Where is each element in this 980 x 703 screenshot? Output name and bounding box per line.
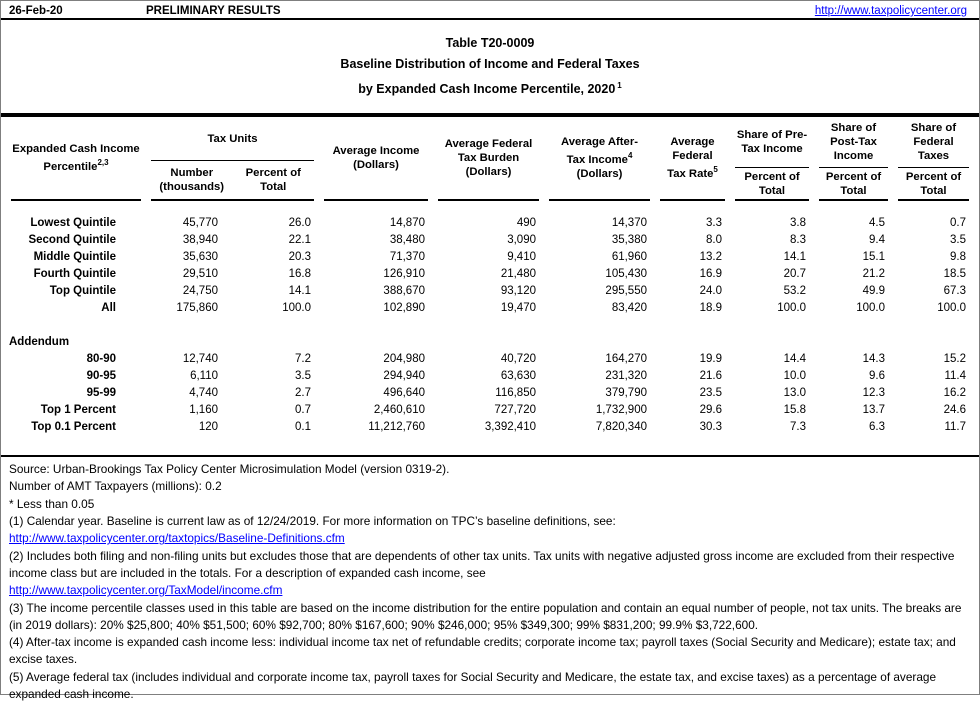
footnote-link[interactable]: http://www.taxpolicycenter.org/taxtopics/Baseline-Definitions.cfm bbox=[9, 531, 345, 546]
footnote-text: (1) Calendar year. Baseline is current law as of 12/24/2019. For more information on TPC’s baseline definitions, see: bbox=[9, 514, 616, 529]
data-cell: 19.9 bbox=[699, 353, 722, 366]
report-date: 26-Feb-20 bbox=[9, 5, 63, 17]
data-cell: 8.0 bbox=[706, 234, 722, 247]
top-bar bbox=[1, 1, 979, 18]
data-cell: 45,770 bbox=[182, 217, 218, 230]
data-cell: 6,110 bbox=[190, 370, 218, 383]
row-label: Top 0.1 Percent bbox=[31, 421, 116, 434]
footnote-text: (2) Includes both filing and non-filing units but excludes those that are dependents of other tax units. Tax units with negative adjusted gross income are excluded from their respective income class but are included in the totals. For a description of expanded cash income, see bbox=[9, 548, 955, 580]
col-header-average-federal-tax-burden: Average Federal Tax Burden (Dollars) bbox=[438, 117, 539, 201]
data-cell: 23.5 bbox=[699, 387, 722, 400]
data-cell: 102,890 bbox=[383, 302, 425, 315]
data-cell: 14.4 bbox=[783, 353, 806, 366]
tpc-home-link[interactable]: http://www.taxpolicycenter.org bbox=[814, 5, 967, 17]
data-cell: 83,420 bbox=[611, 302, 647, 315]
data-cell: 29.6 bbox=[699, 404, 722, 417]
data-cell: 61,960 bbox=[611, 251, 647, 264]
data-cell: 2.7 bbox=[295, 387, 311, 400]
data-cell: 21,480 bbox=[500, 268, 536, 281]
data-cell: 21.2 bbox=[862, 268, 885, 281]
data-cell: 24.6 bbox=[943, 404, 966, 417]
row-label: Second Quintile bbox=[28, 234, 116, 247]
data-cell: 29,510 bbox=[182, 268, 218, 281]
data-cell: 9.6 bbox=[869, 370, 885, 383]
row-label: All bbox=[101, 302, 116, 315]
data-cell: 20.3 bbox=[288, 251, 311, 264]
footnote-link[interactable]: http://www.taxpolicycenter.org/TaxModel/income.cfm bbox=[9, 583, 283, 598]
data-cell: 22.1 bbox=[288, 234, 311, 247]
row-label: Lowest Quintile bbox=[30, 217, 116, 230]
row-label: Fourth Quintile bbox=[33, 268, 116, 281]
data-cell: 0.7 bbox=[950, 217, 966, 230]
data-cell: 63,630 bbox=[500, 370, 536, 383]
data-cell: 16.9 bbox=[699, 268, 722, 281]
table-title bbox=[1, 33, 979, 100]
data-cell: 7.3 bbox=[790, 421, 806, 434]
data-cell: 12,740 bbox=[182, 353, 218, 366]
data-cell: 14.3 bbox=[862, 353, 885, 366]
col-header-share-federal-taxes: Share of Federal Taxes Percent of Total bbox=[898, 117, 969, 201]
data-cell: 3.3 bbox=[706, 217, 722, 230]
data-cell: 24,750 bbox=[182, 285, 218, 298]
data-cell: 3,392,410 bbox=[484, 421, 536, 434]
data-cell: 21.6 bbox=[699, 370, 722, 383]
data-cell: 35,630 bbox=[182, 251, 218, 264]
data-cell: 105,430 bbox=[605, 268, 647, 281]
data-cell: 100.0 bbox=[282, 302, 311, 315]
data-cell: 35,380 bbox=[611, 234, 647, 247]
tax-units-group-label: Tax Units bbox=[151, 117, 314, 161]
data-cell: 7,820,340 bbox=[595, 421, 647, 434]
footnote-text: (3) The income percentile classes used in this table are based on the income distribution for the entire population and contain an equal number of people, not tax units. The breaks are (in 2019 dollars): 20% $25,800; 40% $51,500; 60% $92,700; 80% $167,600; 90% $246,000; 95% $349,300; 99% $831,200; 99.9% $3,722,600. bbox=[9, 600, 962, 632]
data-cell: 175,860 bbox=[176, 302, 218, 315]
data-cell: 2,460,610 bbox=[373, 404, 425, 417]
data-cell: 120 bbox=[198, 421, 218, 434]
footnote-text: * Less than 0.05 bbox=[9, 496, 95, 511]
data-cell: 8.3 bbox=[790, 234, 806, 247]
data-cell: 100.0 bbox=[937, 302, 966, 315]
col-header-average-after-tax-income: Average After- Tax Income$^4$ (Dollars) bbox=[549, 117, 650, 201]
data-cell: 38,940 bbox=[182, 234, 218, 247]
data-cell: 231,320 bbox=[605, 370, 647, 383]
row-label: Top Quintile bbox=[49, 285, 116, 298]
data-cell: 38,480 bbox=[389, 234, 425, 247]
data-cell: 100.0 bbox=[856, 302, 885, 315]
data-cell: 13.7 bbox=[862, 404, 885, 417]
data-cell: 388,670 bbox=[383, 285, 425, 298]
data-cell: 19,470 bbox=[500, 302, 536, 315]
data-cell: 9,410 bbox=[507, 251, 536, 264]
row-label: 95-99 bbox=[86, 387, 116, 400]
data-cell: 4.5 bbox=[869, 217, 885, 230]
col-header-average-income: Average Income (Dollars) bbox=[324, 117, 428, 201]
col-header-average-federal-tax-rate: Average Federal Tax Rate$^5$ bbox=[660, 117, 725, 201]
data-cell: 0.1 bbox=[295, 421, 311, 434]
data-cell: 0.7 bbox=[295, 404, 311, 417]
footnote-text: Number of AMT Taxpayers (millions): 0.2 bbox=[9, 479, 222, 494]
data-cell: 14.1 bbox=[288, 285, 311, 298]
table-body bbox=[6, 201, 974, 455]
data-cell: 727,720 bbox=[494, 404, 536, 417]
col-header-number-thousands: Number (thousands) bbox=[159, 167, 225, 194]
data-cell: 13.0 bbox=[783, 387, 806, 400]
col-header-share-pre-tax-income: Share of Pre- Tax Income Percent of Total bbox=[735, 117, 809, 201]
data-cell: 16.2 bbox=[943, 387, 966, 400]
report-page bbox=[1, 1, 979, 702]
data-cell: 9.4 bbox=[869, 234, 885, 247]
data-cell: 164,270 bbox=[605, 353, 647, 366]
data-cell: 16.8 bbox=[288, 268, 311, 281]
data-table bbox=[1, 117, 979, 455]
data-cell: 11.7 bbox=[944, 421, 966, 434]
data-cell: 100.0 bbox=[777, 302, 806, 315]
data-cell: 126,910 bbox=[383, 268, 425, 281]
table-title-line3: by Expanded Cash Income Percentile, 2020 $^1$ bbox=[358, 81, 622, 97]
data-cell: 11.4 bbox=[944, 370, 966, 383]
row-label: Middle Quintile bbox=[33, 251, 116, 264]
data-cell: 24.0 bbox=[699, 285, 722, 298]
data-cell: 3.5 bbox=[295, 370, 311, 383]
top-rule bbox=[1, 18, 979, 20]
data-cell: 116,850 bbox=[495, 387, 536, 400]
data-cell: 14,370 bbox=[611, 217, 647, 230]
table-header-row bbox=[6, 117, 974, 201]
footnote-text: (4) After-tax income is expanded cash income less: individual income tax net of refundable credits; corporate income tax; payroll taxes (Social Security and Medicare); estate tax; and excise taxes. bbox=[9, 635, 956, 667]
data-cell: 490 bbox=[516, 217, 536, 230]
data-cell: 71,370 bbox=[389, 251, 425, 264]
data-cell: 18.5 bbox=[943, 268, 966, 281]
data-cell: 15.1 bbox=[862, 251, 885, 264]
data-cell: 9.8 bbox=[950, 251, 966, 264]
data-cell: 295,550 bbox=[605, 285, 647, 298]
row-label: Top 1 Percent bbox=[40, 404, 116, 417]
table-title-line2: Baseline Distribution of Income and Federal Taxes bbox=[340, 57, 640, 71]
table-number: Table T20-0009 bbox=[445, 36, 535, 50]
col-header-percent-of-total-units: Percent of Total bbox=[245, 167, 301, 194]
data-cell: 26.0 bbox=[288, 217, 311, 230]
data-cell: 15.2 bbox=[943, 353, 966, 366]
preliminary-status: PRELIMINARY RESULTS bbox=[146, 5, 281, 17]
data-cell: 67.3 bbox=[943, 285, 966, 298]
data-cell: 4,740 bbox=[189, 387, 218, 400]
title-footnote-marker: 1 bbox=[617, 81, 622, 90]
table-spacer bbox=[6, 317, 974, 332]
col-header-percentile: Expanded Cash Income Percentile$^{2,3}$ bbox=[11, 117, 141, 201]
data-cell: 7.2 bbox=[295, 353, 311, 366]
data-cell: 14,870 bbox=[389, 217, 425, 230]
data-cell: 18.9 bbox=[699, 302, 722, 315]
data-cell: 11,212,760 bbox=[368, 421, 425, 434]
data-cell: 93,120 bbox=[500, 285, 536, 298]
data-cell: 3.5 bbox=[950, 234, 966, 247]
data-cell: 10.0 bbox=[783, 370, 806, 383]
data-cell: 53.2 bbox=[783, 285, 806, 298]
data-cell: 30.3 bbox=[699, 421, 722, 434]
data-cell: 1,732,900 bbox=[595, 404, 647, 417]
data-cell: 40,720 bbox=[500, 353, 536, 366]
row-label: 90-95 bbox=[86, 370, 116, 383]
row-label: 80-90 bbox=[86, 353, 116, 366]
data-cell: 15.8 bbox=[783, 404, 806, 417]
data-cell: 3,090 bbox=[507, 234, 536, 247]
data-cell: 3.8 bbox=[790, 217, 806, 230]
data-cell: 49.9 bbox=[862, 285, 885, 298]
data-cell: 6.3 bbox=[869, 421, 885, 434]
footnote-text: (5) Average federal tax (includes individual and corporate income tax, payroll taxes for Social Security and Medicare, the estate tax, and excise taxes) as a percentage of average expanded cash income. bbox=[9, 669, 937, 702]
data-cell: 13.2 bbox=[699, 251, 722, 264]
addendum-label: Addendum bbox=[9, 336, 70, 349]
data-cell: 12.3 bbox=[862, 387, 885, 400]
footnotes-section bbox=[1, 457, 979, 703]
data-cell: 1,160 bbox=[189, 404, 218, 417]
data-cell: 294,940 bbox=[383, 370, 425, 383]
data-cell: 379,790 bbox=[605, 387, 647, 400]
data-cell: 20.7 bbox=[783, 268, 806, 281]
col-header-tax-units bbox=[151, 117, 314, 201]
data-cell: 204,980 bbox=[383, 353, 425, 366]
data-cell: 14.1 bbox=[783, 251, 806, 264]
footnote-text: Source: Urban-Brookings Tax Policy Center Microsimulation Model (version 0319-2). bbox=[9, 462, 450, 477]
col-header-share-post-tax-income: Share of Post-Tax Income Percent of Total bbox=[819, 117, 888, 201]
data-cell: 496,640 bbox=[383, 387, 425, 400]
